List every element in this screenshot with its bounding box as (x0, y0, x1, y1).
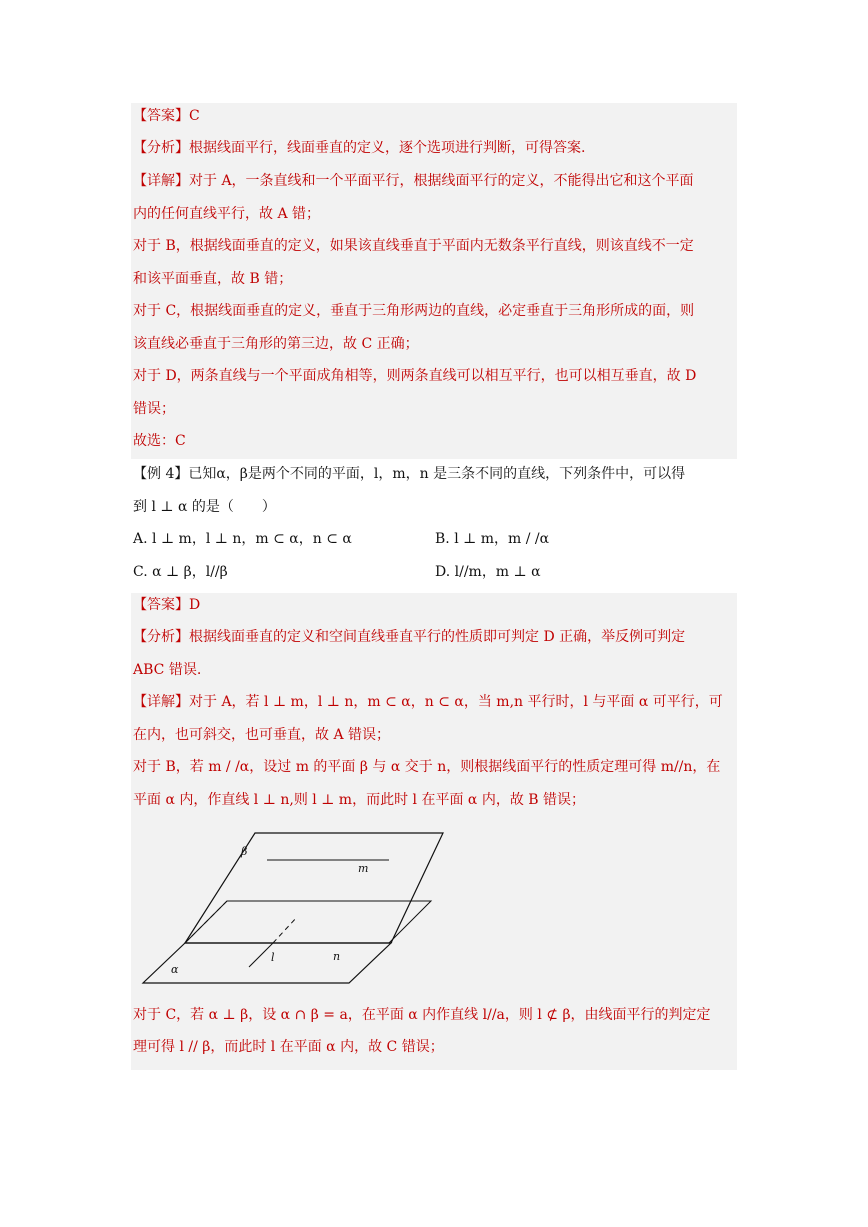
answer-line: 【答案】D (133, 597, 201, 613)
alpha-label: α (171, 963, 179, 976)
detail-line: 平面 α 内，作直线 l ⊥ n,则 l ⊥ m，而此时 l 在平面 α 内，故 B 错误； (133, 792, 586, 808)
example-title-cont: 到 l ⊥ α 的是（ ） (133, 499, 276, 515)
planes-figure (135, 825, 455, 995)
beta-label: β (241, 845, 248, 858)
detail-line: 对于 C，若 α ⊥ β，设 α ∩ β = a，在平面 α 内作直线 l//a，则 l ⊄ β，由线面平行的判定定 (133, 1007, 711, 1023)
detail-line: 对于 C，根据线面垂直的定义，垂直于三角形两边的直线，必定垂直于三角形所成的面，则 (133, 303, 695, 319)
m-label: m (358, 862, 369, 875)
answer-line: 【答案】C (133, 108, 200, 124)
choice-line: 故选：C (133, 433, 186, 449)
detail-line: 在内，也可斜交，也可垂直，故 A 错误； (133, 727, 391, 743)
option-b: B. l ⊥ m，m / /α (435, 531, 550, 547)
analysis-line: 【分析】根据线面平行，线面垂直的定义，逐个选项进行判断，可得答案. (133, 140, 586, 156)
detail-line: 【详解】对于 A，一条直线和一个平面平行，根据线面平行的定义，不能得出它和这个平面 (133, 173, 694, 189)
n-label: n (333, 950, 341, 963)
analysis-line: ABC 错误. (133, 662, 202, 678)
example-title: 【例 4】已知α，β是两个不同的平面，l，m，n 是三条不同的直线，下列条件中，可以得 (133, 466, 686, 482)
detail-line: 内的任何直线平行，故 A 错； (133, 206, 321, 222)
option-a: A. l ⊥ m，l ⊥ n，m ⊂ α，n ⊂ α (133, 531, 352, 547)
detail-line: 【详解】对于 A，若 l ⊥ m，l ⊥ n，m ⊂ α，n ⊂ α，当 m,n 平行时，l 与平面 α 可平行，可 (133, 694, 723, 710)
option-c: C. α ⊥ β，l//β (133, 564, 228, 580)
detail-line: 该直线必垂直于三角形的第三边，故 C 正确； (133, 336, 419, 352)
option-d: D. l//m，m ⊥ α (435, 564, 541, 580)
detail-line: 错误； (133, 401, 175, 417)
detail-line: 对于 B，根据线面垂直的定义，如果该直线垂直于平面内无数条平行直线，则该直线不一定 (133, 238, 694, 254)
detail-line: 对于 B，若 m / /α，设过 m 的平面 β 与 α 交于 n，则根据线面平行的性质定理可得 m//n，在 (133, 759, 721, 775)
detail-line: 理可得 l // β，而此时 l 在平面 α 内，故 C 错误； (133, 1039, 444, 1055)
detail-line: 和该平面垂直，故 B 错； (133, 271, 293, 287)
detail-line: 对于 D，两条直线与一个平面成角相等，则两条直线可以相互平行，也可以相互垂直，故 D (133, 368, 697, 384)
l-label: l (271, 951, 275, 964)
analysis-line: 【分析】根据线面垂直的定义和空间直线垂直平行的性质即可判定 D 正确，举反例可判定 (133, 629, 686, 645)
